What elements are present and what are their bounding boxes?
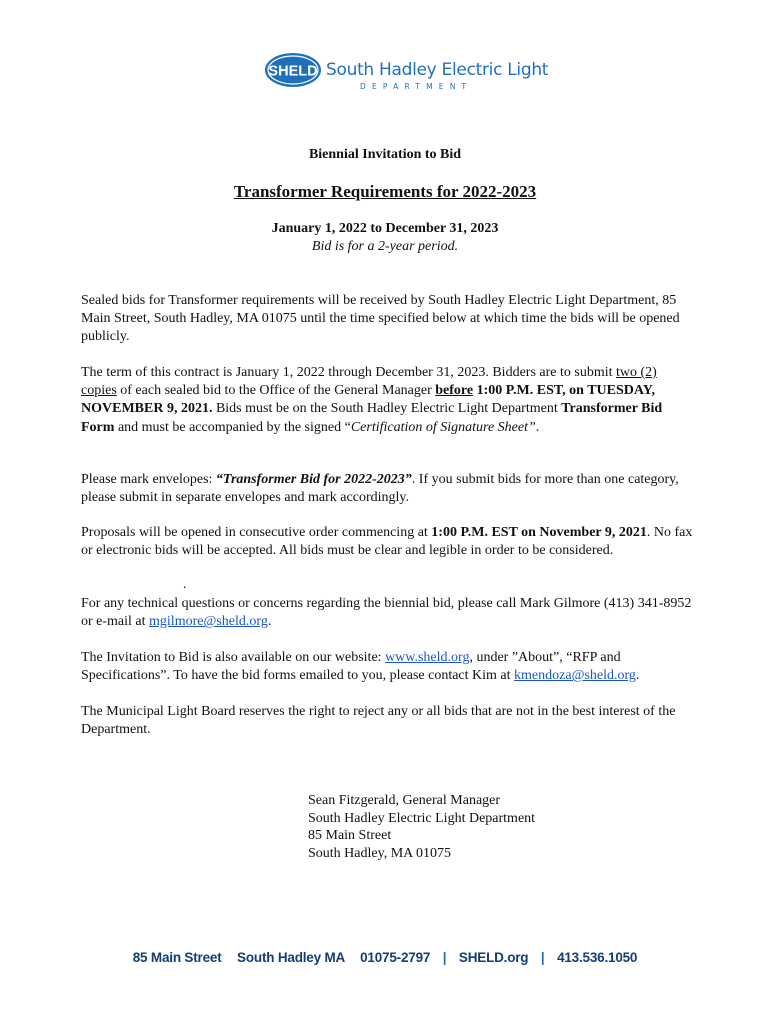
org-name: South Hadley Electric Light bbox=[326, 60, 549, 80]
website-text-2: , under ”About”, “RFP and Specifications”. To have the bid forms emailed to you, please contact Kim at bbox=[81, 650, 621, 684]
letterhead-logo bbox=[264, 52, 549, 94]
footer-contact-bar bbox=[0, 950, 770, 965]
signature-name: Sean Fitzgerald, General Manager bbox=[308, 793, 501, 808]
footer-city: South Hadley MA bbox=[237, 950, 345, 965]
footer-web[interactable]: SHELD.org bbox=[458, 950, 529, 965]
dept-word: DEPARTMENT bbox=[360, 82, 473, 91]
opening-time: 1:00 P.M. EST on November 9, 2021 bbox=[431, 525, 647, 540]
paragraph-reservation: The Municipal Light Board reserves the right to reject any or all bids that are not in the best interest of the Department. bbox=[81, 704, 676, 738]
footer-phone: 413.536.1050 bbox=[557, 950, 638, 965]
term-text-5: . bbox=[535, 419, 540, 435]
kmendoza-email-link[interactable]: kmendoza@sheld.org bbox=[514, 668, 636, 684]
paragraph-envelopes bbox=[81, 471, 693, 507]
proposals-text: Proposals will be opened in consecutive order commencing at bbox=[81, 525, 432, 540]
footer-zip: 01075-2797 bbox=[360, 950, 431, 965]
signature-block bbox=[308, 792, 535, 863]
term-text-3: Bids must be on the South Hadley Electric Light Department bbox=[212, 401, 562, 417]
paragraph-contract-term bbox=[81, 364, 693, 437]
envelope-marking: “Transformer Bid for 2022-2023” bbox=[215, 472, 412, 487]
footer-separator: | bbox=[442, 950, 447, 965]
bid-deadline: 1:00 P.M. EST, on TUESDAY, NOVEMBER 9, 2021. bbox=[81, 383, 656, 417]
sheld-badge-logo bbox=[264, 52, 322, 88]
website-link[interactable]: www.sheld.org bbox=[385, 650, 470, 665]
term-text-2: of each sealed bid to the Office of the General Manager bbox=[116, 383, 436, 399]
copies-count: two (2) copies bbox=[81, 365, 657, 399]
website-text-3: . bbox=[635, 668, 640, 684]
envelope-text-2: . If you submit bids for more than one category, please submit in separate envelopes and mark accordingly. bbox=[81, 472, 679, 506]
paragraph-proposals bbox=[81, 524, 693, 560]
certification-name: Certification of Signature Sheet” bbox=[350, 419, 536, 435]
term-text-4: and must be accompanied by the signed “ bbox=[114, 419, 351, 435]
stray-period: . bbox=[183, 577, 187, 592]
proposals-text-2: . No fax or electronic bids will be accepted. All bids must be clear and legible in order to be considered. bbox=[81, 525, 693, 559]
paragraph-sealed-bids: Sealed bids for Transformer requirements will be received by South Hadley Electric Light Department, 85 Main Street, South Hadley, MA 01075 until the time specified below at which time the bids will be opened publicly. bbox=[81, 293, 680, 345]
before-emphasis: before bbox=[435, 383, 474, 399]
doc-subtitle: Biennial Invitation to Bid bbox=[308, 147, 462, 162]
questions-text: For any technical questions or concerns regarding the biennial bid, please call Mark Gilmore (413) 341-8952 or e-mail at bbox=[81, 596, 692, 630]
bid-form-name: Transformer Bid Form bbox=[81, 401, 663, 435]
questions-text-2: . bbox=[267, 614, 272, 630]
envelope-text: Please mark envelopes: bbox=[81, 472, 216, 487]
paragraph-website bbox=[81, 649, 693, 685]
term-text: The term of this contract is January 1, 2022 through December 31, 2023. Bidders are to submit bbox=[81, 365, 616, 380]
footer-separator-2: | bbox=[540, 950, 545, 965]
signature-street: 85 Main Street bbox=[308, 828, 392, 844]
doc-title: Transformer Requirements for 2022-2023 bbox=[233, 182, 537, 201]
footer-street: 85 Main Street bbox=[132, 950, 222, 965]
badge-text: SHELD bbox=[268, 63, 318, 80]
bid-period-note: Bid is for a 2-year period. bbox=[311, 239, 459, 254]
signature-org: South Hadley Electric Light Department bbox=[308, 810, 536, 826]
paragraph-technical-questions bbox=[81, 595, 693, 631]
website-text: The Invitation to Bid is also available on our website: bbox=[81, 650, 386, 665]
contract-dates: January 1, 2022 to December 31, 2023 bbox=[271, 221, 499, 236]
signature-city: South Hadley, MA 01075 bbox=[308, 846, 451, 862]
mgilmore-email-link[interactable]: mgilmore@sheld.org bbox=[149, 614, 268, 630]
